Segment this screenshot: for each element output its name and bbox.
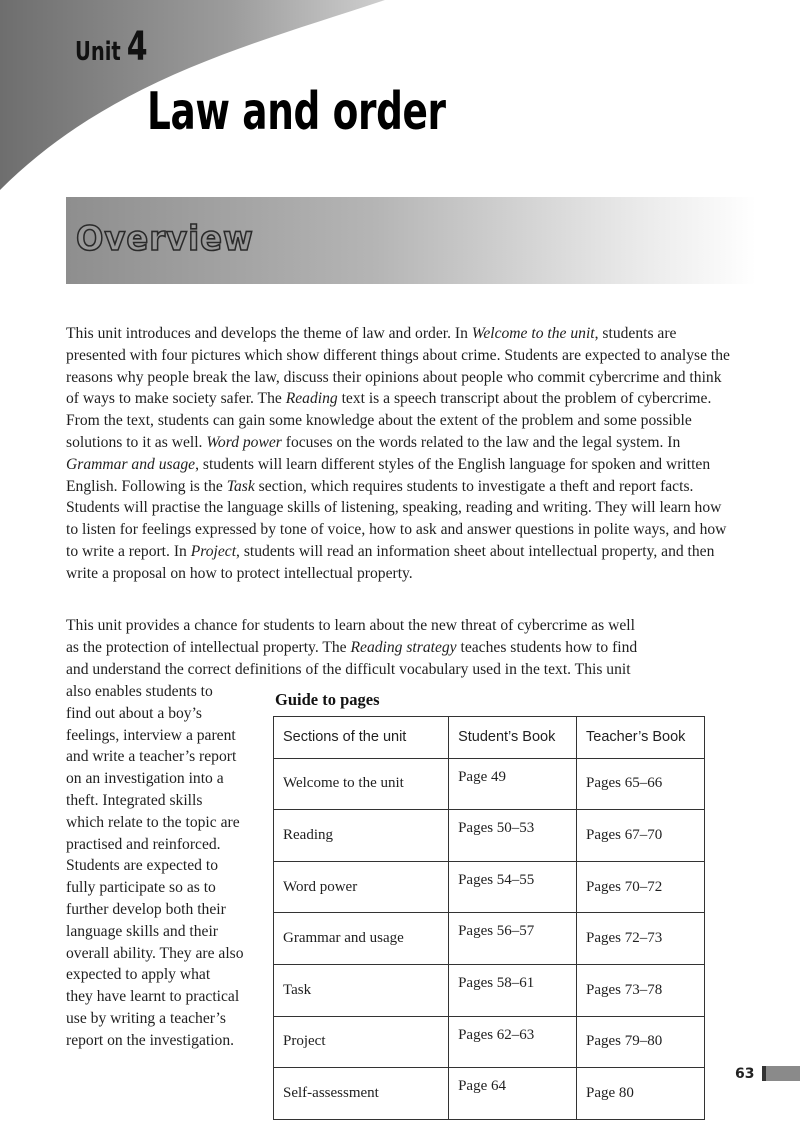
paragraph-line: they have learnt to practical — [66, 988, 240, 1006]
second-paragraph — [66, 615, 731, 680]
column-header: Sections of the unit — [274, 717, 449, 759]
section-cell: Grammar and usage — [274, 913, 449, 965]
section-cell: Word power — [274, 861, 449, 913]
teachers-book-cell: Pages 72–73 — [577, 913, 705, 965]
teachers-book-cell: Pages 70–72 — [577, 861, 705, 913]
overview-heading: Overview — [76, 219, 254, 259]
table-row — [274, 861, 705, 913]
table-row — [274, 964, 705, 1016]
overview-banner — [66, 197, 756, 284]
teachers-book-cell: Pages 79–80 — [577, 1016, 705, 1068]
side-paragraph — [66, 681, 271, 1052]
table-row — [274, 758, 705, 810]
table-row — [274, 913, 705, 965]
section-cell: Self-assessment — [274, 1068, 449, 1120]
table-row — [274, 810, 705, 862]
paragraph-line: overall ability. They are also — [66, 944, 244, 962]
page-number-bar — [762, 1066, 800, 1081]
students-book-cell: Pages 56–57 — [449, 913, 577, 965]
paragraph-line: expected to apply what — [66, 966, 211, 984]
table-header-row — [274, 717, 705, 759]
paragraph-line: and understand the correct definitions of the difficult vocabulary used in the text. This unit — [66, 660, 631, 678]
paragraph-line: practised and reinforced. — [66, 835, 221, 853]
paragraph-line: which relate to the topic are — [66, 813, 240, 831]
paragraph-line: and write a teacher’s report — [66, 748, 237, 766]
section-cell: Task — [274, 964, 449, 1016]
paragraph-line: use by writing a teacher’s — [66, 1009, 226, 1027]
page-number: 63 — [735, 1066, 755, 1082]
paragraph-line: language skills and their — [66, 922, 219, 940]
paragraph-line: feelings, interview a parent — [66, 726, 236, 744]
section-cell: Reading — [274, 810, 449, 862]
paragraph-line: as the protection of intellectual property. The Reading strategy teaches students how to find — [66, 638, 638, 656]
teachers-book-cell: Page 80 — [577, 1068, 705, 1120]
paragraph-line: find out about a boy’s — [66, 704, 202, 722]
table-row — [274, 1016, 705, 1068]
guide-title: Guide to pages — [275, 690, 380, 709]
table-row — [274, 1068, 705, 1120]
students-book-cell: Pages 58–61 — [449, 964, 577, 1016]
students-book-cell: Page 49 — [449, 758, 577, 810]
paragraph-line: further develop both their — [66, 900, 226, 918]
paragraph-line: This unit provides a chance for students to learn about the new threat of cybercrime as well — [66, 617, 635, 634]
teachers-book-cell: Pages 65–66 — [577, 758, 705, 810]
paragraph-line: Students are expected to — [66, 857, 218, 875]
students-book-cell: Pages 62–63 — [449, 1016, 577, 1068]
paragraph-line: theft. Integrated skills — [66, 791, 203, 809]
unit-word: Unit — [75, 37, 121, 67]
paragraph-line: on an investigation into a — [66, 770, 224, 788]
section-cell: Project — [274, 1016, 449, 1068]
section-cell: Welcome to the unit — [274, 758, 449, 810]
students-book-cell: Page 64 — [449, 1068, 577, 1120]
students-book-cell: Pages 54–55 — [449, 861, 577, 913]
guide-table — [273, 716, 705, 1120]
paragraph-line: report on the investigation. — [66, 1031, 235, 1049]
intro-paragraph: This unit introduces and develops the theme of law and order. In Welcome to the unit, students are presented with four pictures which show different things about crime. Students are expected to analyse the reasons why people break the law, discuss their opinions about people who commit cybercrime and think of ways to make society safer. The Reading text is a speech transcript about the problem of cybercrime. From the text, students can gain some knowledge about the extent of the problem and some possible solutions to it as well. Word power focuses on the words related to the law and the legal system. In Grammar and usage, students will learn different styles of the English language for spoken and written English. Following is the Task section, which requires students to investigate a theft and report facts. Students will practise the language skills of listening, speaking, reading and writing. They will learn how to listen for feelings expressed by tone of voice, how to ask and answer questions in polite ways, and how to write a report. In Project, students will read an information sheet about intellectual property, and then write a proposal on how to protect intellectual property. — [66, 325, 730, 582]
unit-label — [75, 24, 148, 70]
teachers-book-cell: Pages 73–78 — [577, 964, 705, 1016]
teachers-book-cell: Pages 67–70 — [577, 810, 705, 862]
column-header: Student’s Book — [449, 717, 577, 759]
unit-number: 4 — [126, 24, 148, 70]
table-body — [274, 758, 705, 1119]
paragraph-line: fully participate so as to — [66, 879, 216, 897]
paragraph-line: also enables students to — [66, 683, 213, 700]
students-book-cell: Pages 50–53 — [449, 810, 577, 862]
page-title: Law and order — [147, 82, 446, 142]
column-header: Teacher’s Book — [577, 717, 705, 759]
